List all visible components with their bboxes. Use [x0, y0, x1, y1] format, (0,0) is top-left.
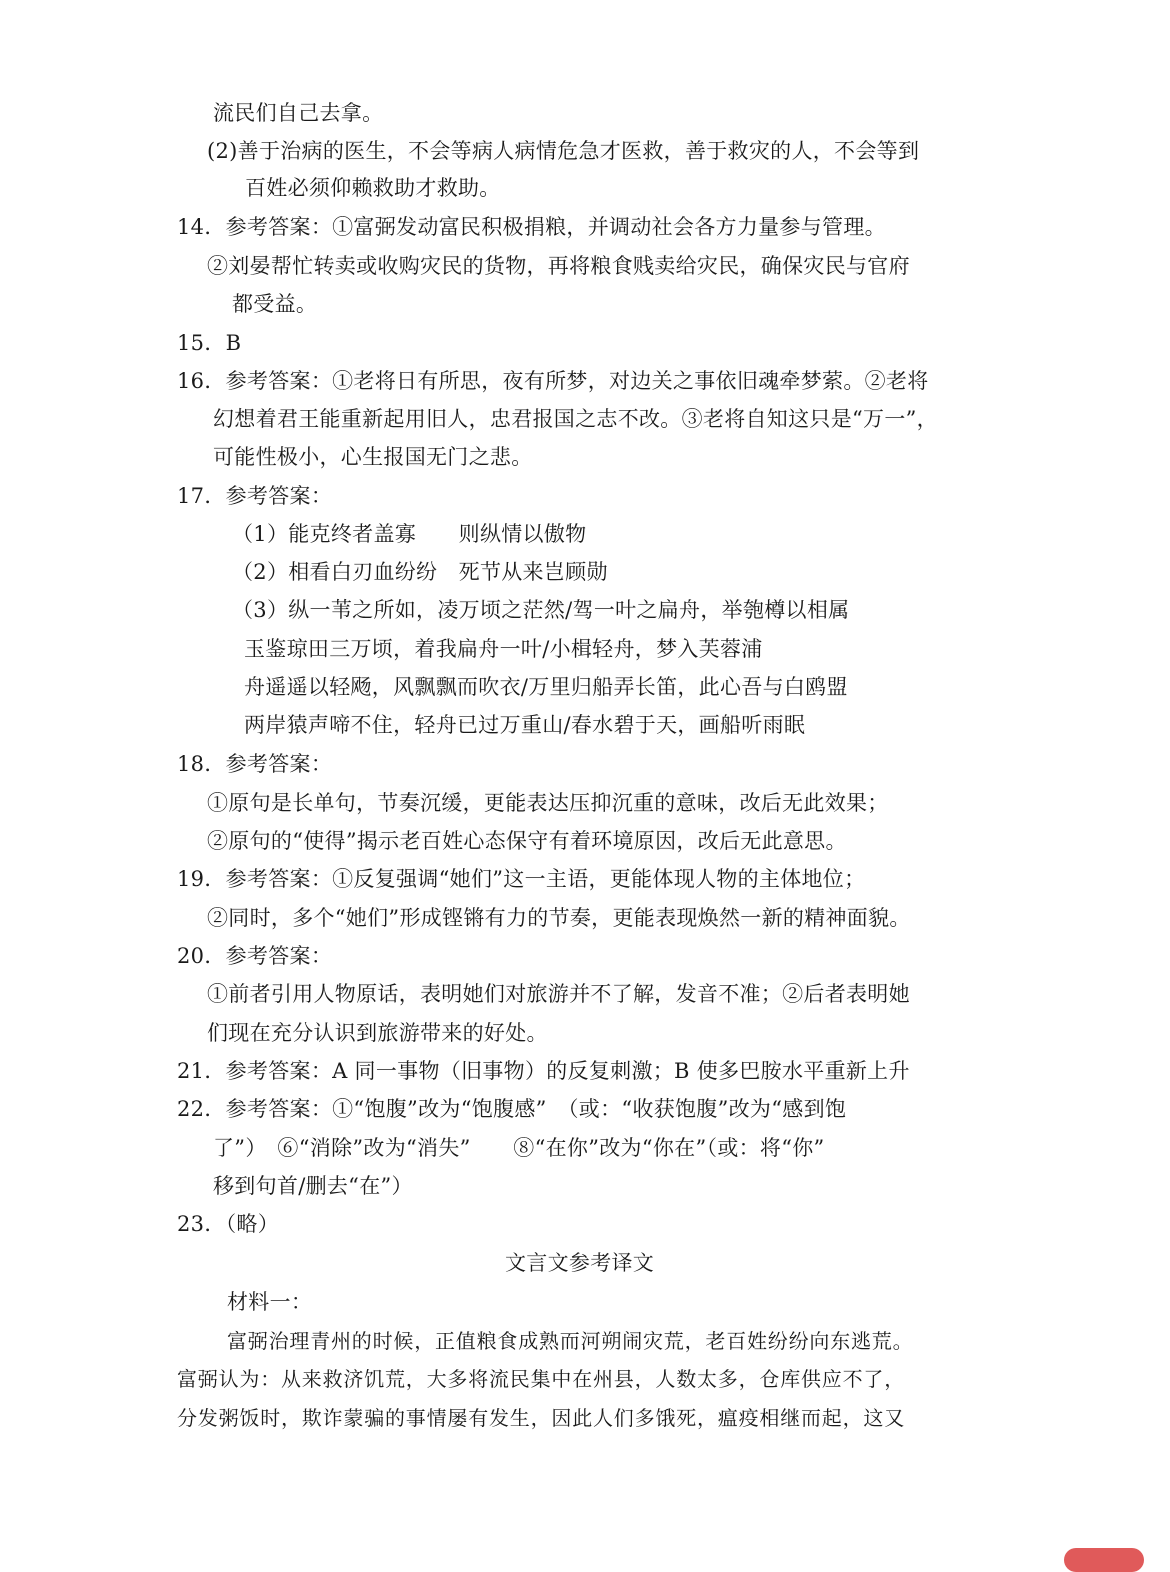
- text-line: （3）纵一苇之所如，凌万顷之茫然/驾一叶之扁舟，举匏樽以相属: [232, 598, 850, 622]
- answer-16: 16．参考答案：①老将日有所思，夜有所梦，对边关之事依旧魂牵梦萦。②老将: [177, 369, 929, 393]
- section-title: 文言文参考译文: [505, 1251, 655, 1275]
- text-line: 流民们自己去拿。: [213, 101, 384, 125]
- text-line: 可能性极小，心生报国无门之悲。: [213, 445, 533, 469]
- answer-22: 22．参考答案：①“饱腹”改为“饱腹感” （或：“收获饱腹”改为“感到饱: [177, 1097, 847, 1121]
- text-line: ①前者引用人物原话，表明她们对旅游并不了解，发音不准；②后者表明她: [207, 982, 910, 1006]
- text-line: 两岸猿声啼不住，轻舟已过万重山/春水碧于天，画船听雨眠: [244, 713, 806, 737]
- text-line: （2）相看白刃血纷纷 死节从来岂顾勋: [232, 560, 608, 584]
- answer-19: 19．参考答案：①反复强调“她们”这一主语，更能体现人物的主体地位；: [177, 867, 866, 891]
- text-line: ②原句的“使得”揭示老百姓心态保守有着环境原因，改后无此意思。: [207, 829, 847, 853]
- translation-line: 富弼认为：从来救济饥荒，大多将流民集中在州县，人数太多，仓库供应不了，: [177, 1367, 905, 1391]
- text-line: 幻想着君王能重新起用旧人，忠君报国之志不改。③老将自知这只是“万一”，: [213, 407, 938, 431]
- answer-15: 15．B: [177, 331, 242, 355]
- text-line: 都受益。: [232, 292, 318, 316]
- floating-button[interactable]: [1064, 1548, 1144, 1572]
- text-line: 们现在充分认识到旅游带来的好处。: [207, 1021, 548, 1045]
- answer-17: 17．参考答案：: [177, 484, 333, 508]
- text-line: 舟遥遥以轻飏，风飘飘而吹衣/万里归船弄长笛，此心吾与白鸥盟: [244, 675, 848, 699]
- translation-line: 分发粥饭时，欺诈蒙骗的事情屡有发生，因此人们多饿死，瘟疫相继而起，这又: [177, 1406, 905, 1430]
- text-line: (2)善于治病的医生，不会等病人病情危急才医救，善于救灾的人，不会等到: [207, 139, 920, 163]
- translation-line: 富弼治理青州的时候，正值粮食成熟而河朔闹灾荒，老百姓纷纷向东逃荒。: [227, 1329, 914, 1353]
- text-line: 了”） ⑥“消除”改为“消失” ⑧“在你”改为“你在”（或：将“你”: [213, 1136, 825, 1160]
- answer-20: 20．参考答案：: [177, 944, 333, 968]
- text-line: ①原句是长单句，节奏沉缓，更能表达压抑沉重的意味，改后无此效果；: [207, 791, 889, 815]
- answer-23: 23．（略）: [177, 1212, 280, 1236]
- text-line: 百姓必须仰赖救助才救助。: [245, 176, 501, 200]
- answer-21: 21．参考答案：A 同一事物（旧事物）的反复刺激；B 使多巴胺水平重新上升: [177, 1059, 910, 1083]
- answer-18: 18．参考答案：: [177, 752, 333, 776]
- text-line: ②同时，多个“她们”形成铿锵有力的节奏，更能表现焕然一新的精神面貌。: [207, 906, 911, 930]
- text-line: （1）能克终者盖寡 则纵情以傲物: [232, 522, 587, 546]
- material-heading: 材料一：: [227, 1290, 313, 1314]
- text-line: 移到句首/删去“在”）: [213, 1174, 413, 1198]
- text-line: 玉鉴琼田三万顷，着我扁舟一叶/小楫轻舟，梦入芙蓉浦: [244, 637, 763, 661]
- answer-14: 14．参考答案：①富弼发动富民积极捐粮，并调动社会各方力量参与管理。: [177, 215, 886, 239]
- text-line: ②刘晏帮忙转卖或收购灾民的货物，再将粮食贱卖给灾民，确保灾民与官府: [207, 254, 910, 278]
